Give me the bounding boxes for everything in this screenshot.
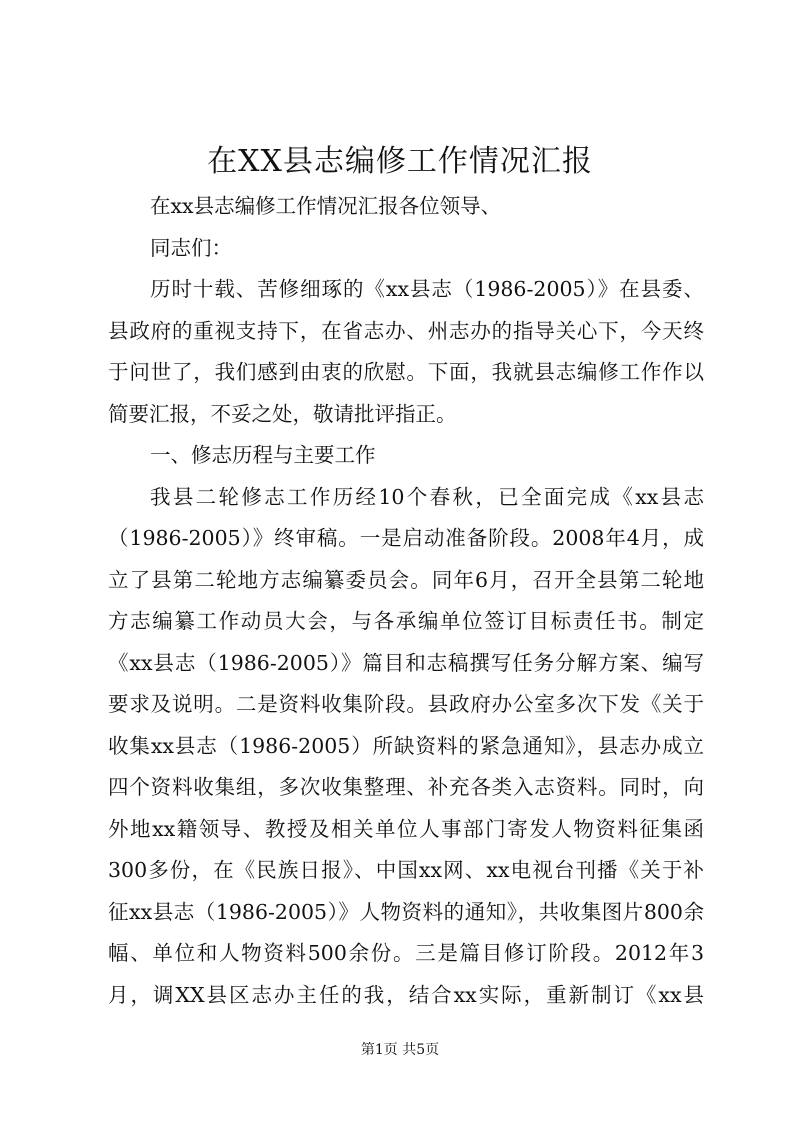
paragraph-line: 方志编纂工作动员大会，与各承编单位签订目标责任书。制定 — [108, 609, 704, 633]
paragraph-line: 简要汇报，不妥之处，敬请批评指正。 — [108, 401, 457, 426]
paragraph-line: 县政府的重视支持下，在省志办、州志办的指导关心下，今天终 — [108, 318, 704, 343]
paragraph-line: 同志们： — [150, 235, 232, 260]
paragraph-line: 外地xx籍领导、教授及相关单位人事部门寄发人物资料征集函 — [108, 816, 704, 841]
paragraph-line: 要求及说明。二是资料收集阶段。县政府办公室多次下发《关于 — [108, 692, 704, 716]
paragraph-line: 征xx县志（1986-2005）》人物资料的通知》，共收集图片800余 — [108, 899, 704, 924]
section-heading: 一、修志历程与主要工作 — [150, 443, 376, 467]
paragraph-line: 我县二轮修志工作历经10个春秋，已全面完成《xx县志 — [150, 484, 704, 509]
paragraph-line: 收集xx县志（1986-2005）所缺资料的紧急通知》，县志办成立 — [108, 733, 704, 758]
paragraph-line: 于问世了，我们感到由衷的欣慰。下面，我就县志编修工作作以 — [108, 360, 704, 384]
page-footer: 第1页 共5页 — [360, 1042, 440, 1058]
document-body — [108, 186, 704, 1016]
paragraph-line: 四个资料收集组，多次收集整理、补充各类入志资料。同时，向 — [108, 775, 704, 799]
paragraph-line: 《xx县志（1986-2005）》篇目和志稿撰写任务分解方案、编写 — [108, 650, 704, 675]
paragraph-line: （1986-2005）》终审稿。一是启动准备阶段。2008年4月，成 — [108, 526, 704, 550]
paragraph-line: 300多份，在《民族日报》、中国xx网、xx电视台刊播《关于补 — [108, 858, 704, 882]
paragraph-line: 在xx县志编修工作情况汇报各位领导、 — [150, 194, 502, 218]
paragraph-line: 历时十载、苦修细琢的《xx县志（1986-2005）》在县委、 — [150, 277, 704, 301]
document-title: 在XX县志编修工作情况汇报 — [207, 144, 593, 179]
paragraph-line: 幅、单位和人物资料500余份。三是篇目修订阶段。2012年3 — [108, 941, 704, 965]
paragraph-line: 立了县第二轮地方志编纂委员会。同年6月，召开全县第二轮地 — [108, 567, 704, 592]
paragraph-line: 月，调XX县区志办主任的我，结合xx实际，重新制订《xx县 — [108, 982, 704, 1007]
